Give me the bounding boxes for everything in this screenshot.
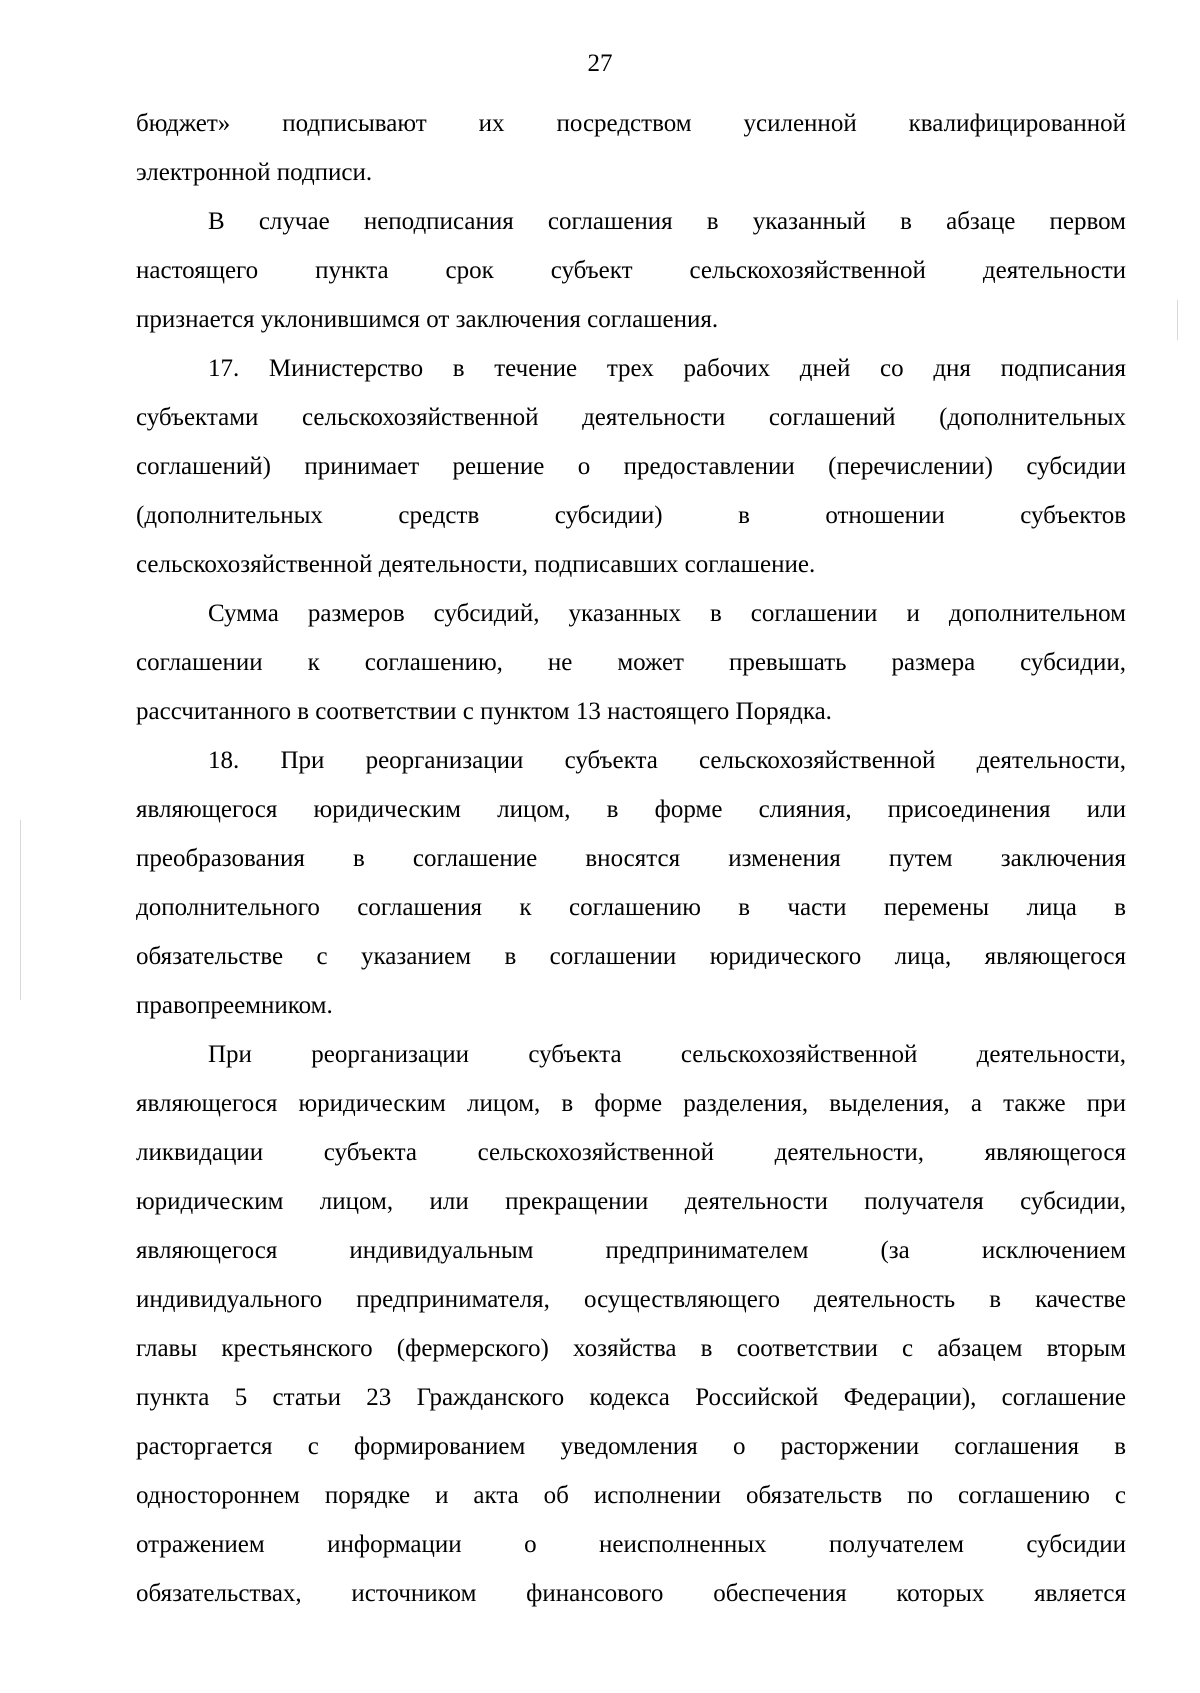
paragraph-continuation — [136, 99, 1126, 197]
text-line: При реорганизации субъекта сельскохозяйственной деятельности, — [208, 1041, 1126, 1068]
paragraph-reorganization-termination — [136, 1030, 1126, 1618]
text-line: отражением информации о неисполненных получателем субсидии — [136, 1531, 1126, 1558]
text-line: являющегося юридическим лицом, в форме разделения, выделения, а также при — [136, 1090, 1126, 1117]
text-line: соглашении к соглашению, не может превышать размера субсидии, — [136, 649, 1126, 676]
text-line: соглашений) принимает решение о предоставлении (перечислении) субсидии — [136, 453, 1126, 480]
text-line: обязательствах, источником финансового обеспечения которых является — [136, 1580, 1126, 1607]
text-line: дополнительного соглашения к соглашению в части перемены лица в — [136, 894, 1126, 921]
paragraph-item-17 — [136, 344, 1126, 589]
text-line: пункта 5 статьи 23 Гражданского кодекса Российской Федерации), соглашение — [136, 1384, 1126, 1411]
text-line: являющегося индивидуальным предпринимателем (за исключением — [136, 1237, 1126, 1264]
text-line: являющегося юридическим лицом, в форме слияния, присоединения или — [136, 796, 1126, 823]
text-line: правопреемником. — [136, 992, 333, 1019]
document-body — [136, 99, 1126, 1618]
text-line: сельскохозяйственной деятельности, подписавших соглашение. — [136, 551, 816, 578]
text-line: Сумма размеров субсидий, указанных в соглашении и дополнительном — [208, 600, 1126, 627]
text-line: расторгается с формированием уведомления о расторжении соглашения в — [136, 1433, 1126, 1460]
page-number: 27 — [587, 50, 613, 77]
text-line: юридическим лицом, или прекращении деятельности получателя субсидии, — [136, 1188, 1126, 1215]
paragraph-unsigned-agreement — [136, 197, 1126, 344]
paragraph-item-18 — [136, 736, 1126, 1030]
text-line: рассчитанного в соответствии с пунктом 13 настоящего Порядка. — [136, 698, 832, 725]
text-line: обязательстве с указанием в соглашении юридического лица, являющегося — [136, 943, 1126, 970]
text-line: В случае неподписания соглашения в указанный в абзаце первом — [208, 208, 1126, 235]
text-line: электронной подписи. — [136, 159, 373, 186]
text-line: бюджет» подписывают их посредством усиленной квалифицированной — [136, 110, 1126, 137]
text-line: 18. При реорганизации субъекта сельскохозяйственной деятельности, — [208, 747, 1126, 774]
text-line: преобразования в соглашение вносятся изменения путем заключения — [136, 845, 1126, 872]
scan-artifact — [20, 820, 21, 1000]
text-line: индивидуального предпринимателя, осуществляющего деятельность в качестве — [136, 1286, 1126, 1313]
text-line: субъектами сельскохозяйственной деятельности соглашений (дополнительных — [136, 404, 1126, 431]
text-line: 17. Министерство в течение трех рабочих дней со дня подписания — [208, 355, 1126, 382]
text-line: настоящего пункта срок субъект сельскохозяйственной деятельности — [136, 257, 1126, 284]
text-line: одностороннем порядке и акта об исполнении обязательств по соглашению с — [136, 1482, 1126, 1509]
scan-artifact — [1177, 300, 1178, 340]
text-line: признается уклонившимся от заключения соглашения. — [136, 306, 719, 333]
paragraph-subsidy-sum — [136, 589, 1126, 736]
text-line: (дополнительных средств субсидии) в отношении субъектов — [136, 502, 1126, 529]
text-line: ликвидации субъекта сельскохозяйственной деятельности, являющегося — [136, 1139, 1126, 1166]
text-line: главы крестьянского (фермерского) хозяйства в соответствии с абзацем вторым — [136, 1335, 1126, 1362]
